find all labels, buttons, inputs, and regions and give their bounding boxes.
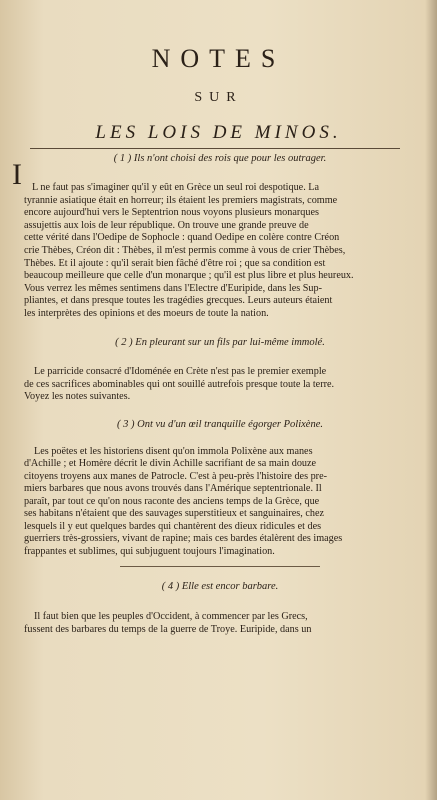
note-3-line: d'Achille ; et Homère décrit le divin Achille sacrifiant de sa main douze [24, 458, 317, 469]
title-connector: SUR [194, 90, 243, 105]
note-3-line: guerriers très-grossiers, vivant de rapine; mais ces bardes étalèrent des images [24, 533, 343, 544]
note-4-heading: ( 4 ) Elle est encor barbare. [161, 581, 279, 592]
page-subtitle: LES LOIS DE MINOS. [95, 122, 342, 143]
note-1-heading: ( 1 ) Ils n'ont choisi des rois que pour les outrager. [113, 153, 327, 164]
note-1-line: Vous verrez les mêmes sentimens dans l'Electre d'Euripide, dans les Sup- [24, 283, 322, 294]
note-3-line: Les poëtes et les historiens disent qu'on immola Polixène aux manes [34, 446, 313, 457]
note-4-line: Il faut bien que les peuples d'Occident, à commencer par les Grecs, [34, 611, 308, 622]
note-1-line: beaucoup meilleure que celle d'un monarque ; qu'il est plus libre et plus heureux. [24, 270, 354, 281]
note-1-line: cette vérité dans l'Oedipe de Sophocle : quand Oedipe en colère contre Créon [24, 232, 340, 243]
note-1-line: tyrannie asiatique était en horreur; ils étaient les premiers magistrats, comme [24, 195, 338, 206]
note-2-line: Le parricide consacré d'Idoménée en Crète n'est pas le premier exemple [34, 366, 327, 377]
note-3-line: lesquels il y eut quelques bardes qui chantèrent des dieux ridicules et des [24, 521, 322, 532]
note-1-line: L ne faut pas s'imaginer qu'il y eût en Grèce un seul roi despotique. La [32, 182, 320, 193]
page-title: NOTES [151, 44, 286, 73]
note-1-line: pliantes, et dans presque toutes les tragédies grecques. Leurs auteurs étaient [24, 295, 333, 306]
note-3-heading: ( 3 ) Ont vu d'un œil tranquille égorger Polixène. [117, 419, 323, 430]
note-1-line: encore aujourd'hui vers le Septentrion nous voyons plusieurs monarques [24, 207, 319, 218]
note-3-line: paraît, par tout ce qu'on nous raconte des anciens temps de la Grèce, que [24, 496, 320, 507]
title-rule [30, 148, 400, 149]
note-3-line: frappantes et sublimes, qui subjuguent toujours l'imagination. [24, 546, 275, 557]
page-shadow [425, 0, 437, 800]
note-2-heading: ( 2 ) En pleurant sur un fils par lui-même immolé. [115, 337, 325, 348]
note-1-line: crie Thèbes, Créon dit : Thèbes, il m'est permis comme à vous de crier Thèbes, [24, 245, 346, 256]
note-1-line: Thèbes. Et il ajoute : qu'il serait bien fâché d'être roi ; que sa condition est [24, 258, 326, 269]
note-4-line: fussent des barbares du temps de la guerre de Troye. Euripide, dans un [24, 624, 312, 635]
note-2-line: Voyez les notes suivantes. [24, 391, 131, 402]
note-1-line: assujettis aux lois de leur république. On trouve une grande preuve de [24, 220, 309, 231]
drop-cap: I [12, 158, 22, 191]
note-2-line: de ces sacrifices abominables qui ont souillé autrefois presque toute la terre. [24, 379, 335, 390]
note-3-line: ses habitans n'étaient que des sauvages superstitieux et sanguinaires, chez [24, 508, 325, 519]
note-1-line: les interprètes des opinions et des moeurs de toute la nation. [24, 308, 269, 319]
note-3-line: citoyens troyens aux manes de Patrocle. C'est à peu-près l'histoire des pre- [24, 471, 327, 482]
section-rule [120, 566, 320, 567]
note-3-line: miers barbares que nous avons trouvés dans l'Amérique septentrionale. Il [24, 483, 322, 494]
